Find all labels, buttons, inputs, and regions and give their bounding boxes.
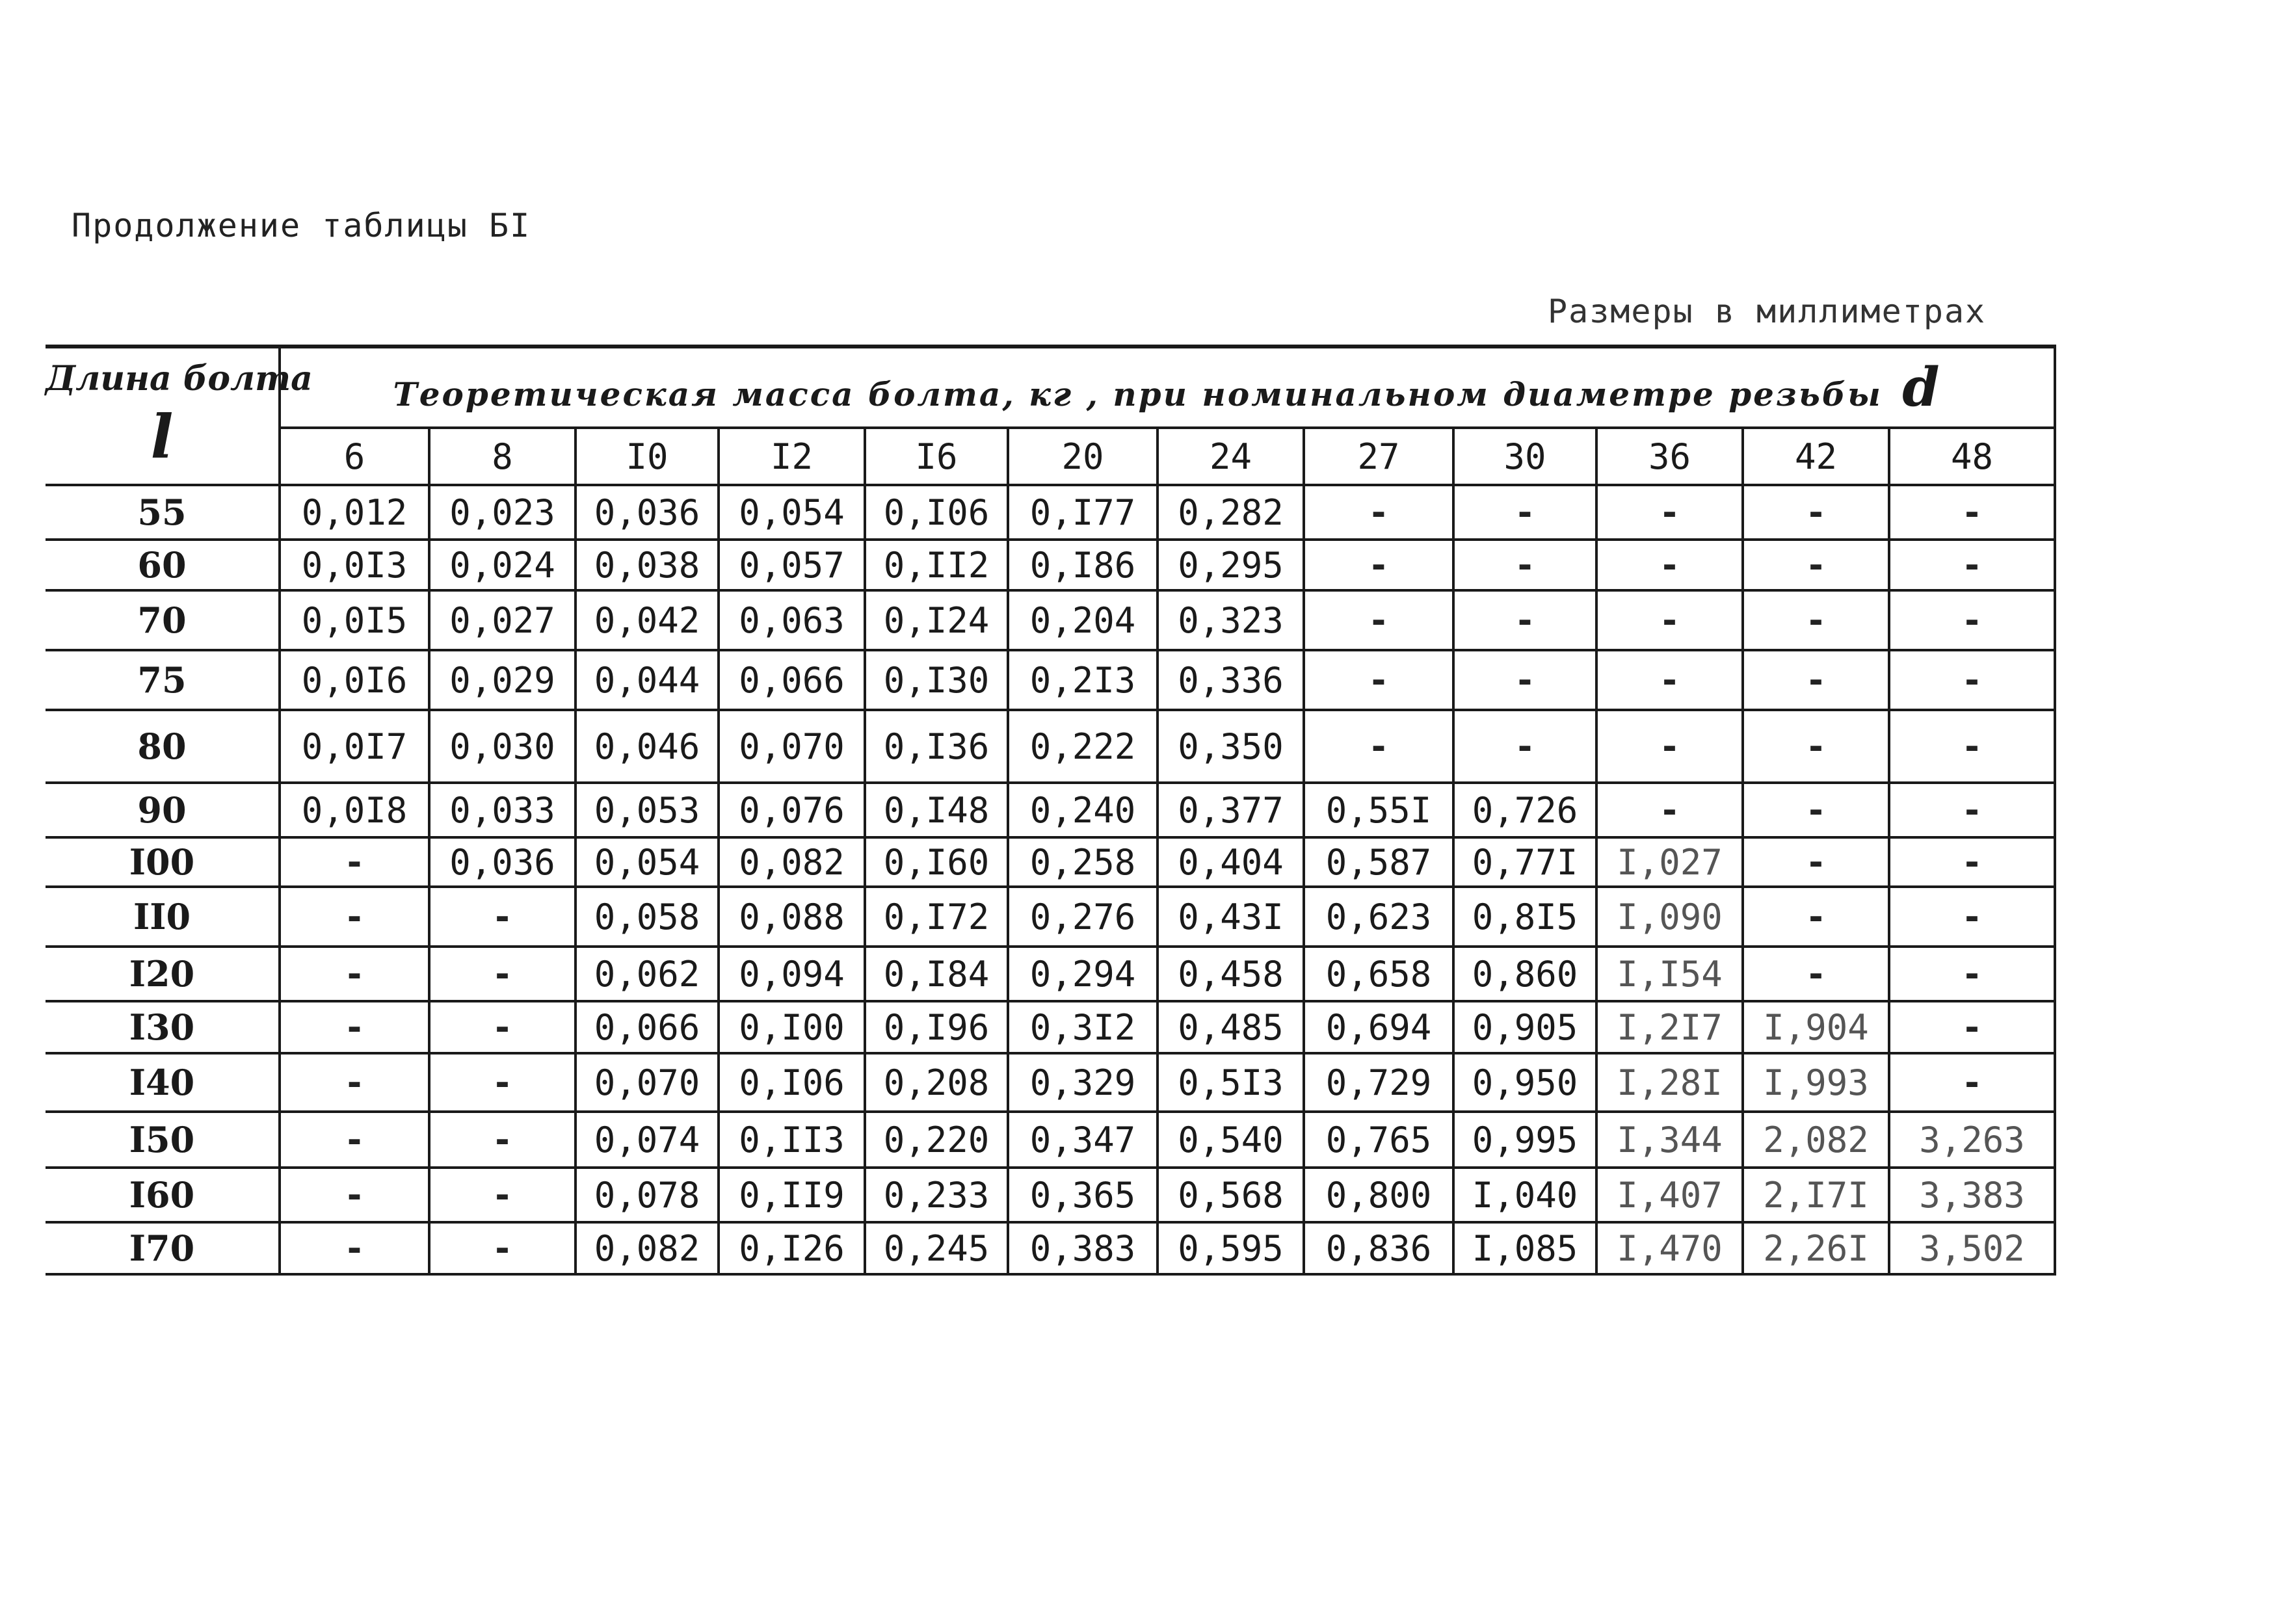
- table-cell: -: [1889, 837, 2055, 887]
- table-cell: 0,694: [1304, 1001, 1453, 1053]
- table-cell: 0,3I2: [1008, 1001, 1158, 1053]
- table-cell: 0,204: [1008, 590, 1158, 650]
- table-cell: 0,0I5: [280, 590, 429, 650]
- table-cell: -: [1596, 485, 1743, 540]
- table-cell: 0,222: [1008, 710, 1158, 783]
- table-cell: 0,245: [865, 1222, 1008, 1274]
- table-cell: 2,082: [1743, 1112, 1889, 1168]
- row-header-length: I20: [46, 947, 280, 1001]
- table-cell: 0,350: [1158, 710, 1304, 783]
- column-header-diameter: 30: [1453, 428, 1596, 485]
- table-cell: 0,I36: [865, 710, 1008, 783]
- table-cell: 0,860: [1453, 947, 1596, 1001]
- table-cell: -: [1889, 1001, 2055, 1053]
- table-cell: 0,77I: [1453, 837, 1596, 887]
- table-cell: 0,383: [1008, 1222, 1158, 1274]
- column-header-diameter: I2: [719, 428, 865, 485]
- header-row-1: [46, 347, 2055, 428]
- row-header-length: II0: [46, 887, 280, 947]
- table-cell: -: [1596, 783, 1743, 837]
- super-header-text: Теоретическая масса болта, кг , при номинальном диаметре резьбы: [393, 375, 1883, 413]
- table-cell: 0,I96: [865, 1001, 1008, 1053]
- table-row: [46, 783, 2055, 837]
- table-cell: 0,336: [1158, 650, 1304, 710]
- table-cell: -: [1743, 590, 1889, 650]
- table-cell: 0,587: [1304, 837, 1453, 887]
- table-cell: 0,347: [1008, 1112, 1158, 1168]
- table-cell: 0,540: [1158, 1112, 1304, 1168]
- column-header-diameter: I6: [865, 428, 1008, 485]
- table-cell: -: [429, 1053, 576, 1112]
- column-header-diameter: 42: [1743, 428, 1889, 485]
- table-cell: 0,082: [719, 837, 865, 887]
- table-cell: -: [1889, 947, 2055, 1001]
- table-cell: I,2I7: [1596, 1001, 1743, 1053]
- table-cell: 0,I84: [865, 947, 1008, 1001]
- table-cell: 0,485: [1158, 1001, 1304, 1053]
- table-row: [46, 947, 2055, 1001]
- table-cell: -: [1743, 540, 1889, 590]
- table-cell: 0,094: [719, 947, 865, 1001]
- table-cell: 0,023: [429, 485, 576, 540]
- table-cell: 0,377: [1158, 783, 1304, 837]
- table-cell: -: [429, 887, 576, 947]
- table-cell: -: [280, 947, 429, 1001]
- table-cell: 0,076: [719, 783, 865, 837]
- table-cell: 0,070: [576, 1053, 719, 1112]
- table-cell: -: [1889, 783, 2055, 837]
- table-cell: 0,295: [1158, 540, 1304, 590]
- table-row: [46, 540, 2055, 590]
- column-header-diameter: 6: [280, 428, 429, 485]
- table-cell: 0,365: [1008, 1168, 1158, 1222]
- table-cell: 0,329: [1008, 1053, 1158, 1112]
- table-cell: 0,282: [1158, 485, 1304, 540]
- table-cell: 0,240: [1008, 783, 1158, 837]
- table-cell: 0,I77: [1008, 485, 1158, 540]
- bolt-mass-table: [46, 345, 2056, 1276]
- table-cell: 0,058: [576, 887, 719, 947]
- table-cell: 0,220: [865, 1112, 1008, 1168]
- table-cell: -: [1304, 590, 1453, 650]
- table-cell: -: [1304, 485, 1453, 540]
- table-cell: -: [1596, 710, 1743, 783]
- table-cell: 0,I26: [719, 1222, 865, 1274]
- table-cell: -: [280, 887, 429, 947]
- table-cell: -: [1889, 710, 2055, 783]
- table-cell: I,090: [1596, 887, 1743, 947]
- table-cell: -: [1889, 590, 2055, 650]
- table-row: [46, 1168, 2055, 1222]
- row-header-length: I50: [46, 1112, 280, 1168]
- table-cell: 0,I06: [865, 485, 1008, 540]
- table-cell: -: [1743, 837, 1889, 887]
- length-symbol: l: [150, 402, 174, 472]
- table-cell: -: [1743, 887, 1889, 947]
- table-cell: 0,II2: [865, 540, 1008, 590]
- column-header-diameter: 48: [1889, 428, 2055, 485]
- table-cell: 0,I06: [719, 1053, 865, 1112]
- table-cell: -: [1453, 590, 1596, 650]
- table-cell: -: [1453, 485, 1596, 540]
- table-cell: -: [280, 1112, 429, 1168]
- table-cell: 0,43I: [1158, 887, 1304, 947]
- table-cell: 0,027: [429, 590, 576, 650]
- table-cell: 0,404: [1158, 837, 1304, 887]
- table-cell: I,027: [1596, 837, 1743, 887]
- diameter-symbol: d: [1902, 356, 1942, 419]
- row-header-length: 60: [46, 540, 280, 590]
- table-cell: 0,323: [1158, 590, 1304, 650]
- table-cell: 0,I72: [865, 887, 1008, 947]
- table-cell: I,904: [1743, 1001, 1889, 1053]
- table-cell: -: [1889, 540, 2055, 590]
- column-header-diameter: 24: [1158, 428, 1304, 485]
- table-row: [46, 1222, 2055, 1274]
- table-cell: -: [1889, 887, 2055, 947]
- row-header-length: I70: [46, 1222, 280, 1274]
- table-cell: 0,057: [719, 540, 865, 590]
- table-cell: 0,0I7: [280, 710, 429, 783]
- table-cell: -: [1743, 650, 1889, 710]
- column-header-diameter: 36: [1596, 428, 1743, 485]
- table-row: [46, 650, 2055, 710]
- table-cell: 0,905: [1453, 1001, 1596, 1053]
- table-cell: 0,258: [1008, 837, 1158, 887]
- table-cell: 3,383: [1889, 1168, 2055, 1222]
- table-cell: -: [1304, 540, 1453, 590]
- table-cell: -: [1743, 485, 1889, 540]
- table-cell: 0,I60: [865, 837, 1008, 887]
- table-cell: 0,036: [429, 837, 576, 887]
- column-header-diameter: 27: [1304, 428, 1453, 485]
- table-cell: 0,658: [1304, 947, 1453, 1001]
- table-cell: 0,054: [576, 837, 719, 887]
- row-header-length: I00: [46, 837, 280, 887]
- table-cell: 0,078: [576, 1168, 719, 1222]
- table-row: [46, 1053, 2055, 1112]
- table-cell: 0,294: [1008, 947, 1158, 1001]
- column-header-diameter: 8: [429, 428, 576, 485]
- table-cell: I,28I: [1596, 1053, 1743, 1112]
- table-cell: I,I54: [1596, 947, 1743, 1001]
- table-cell: -: [429, 1112, 576, 1168]
- corner-label: Длина болта: [46, 359, 313, 399]
- row-header-length: I60: [46, 1168, 280, 1222]
- table-cell: I,993: [1743, 1053, 1889, 1112]
- table-cell: 0,8I5: [1453, 887, 1596, 947]
- table-cell: 0,55I: [1304, 783, 1453, 837]
- table-cell: -: [1889, 650, 2055, 710]
- table-cell: 0,053: [576, 783, 719, 837]
- table-cell: 0,054: [719, 485, 865, 540]
- table-cell: 0,2I3: [1008, 650, 1158, 710]
- table-cell: 0,029: [429, 650, 576, 710]
- table-cell: I,344: [1596, 1112, 1743, 1168]
- header-row-diameters: [46, 428, 2055, 485]
- table-cell: 0,062: [576, 947, 719, 1001]
- table-row: [46, 887, 2055, 947]
- table-cell: 0,046: [576, 710, 719, 783]
- table-cell: -: [1453, 710, 1596, 783]
- table-cell: -: [429, 947, 576, 1001]
- table-cell: -: [1304, 710, 1453, 783]
- table-cell: -: [280, 1053, 429, 1112]
- column-header-diameter: I0: [576, 428, 719, 485]
- table-cell: 0,276: [1008, 887, 1158, 947]
- table-row: [46, 837, 2055, 887]
- table-cell: 0,082: [576, 1222, 719, 1274]
- table-cell: -: [429, 1222, 576, 1274]
- table-cell: -: [1743, 783, 1889, 837]
- table-cell: -: [1743, 710, 1889, 783]
- table-cell: -: [429, 1001, 576, 1053]
- corner-header: [46, 347, 313, 485]
- row-header-length: 90: [46, 783, 280, 837]
- table-cell: 0,066: [719, 650, 865, 710]
- table-row: [46, 485, 2055, 540]
- row-header-length: I30: [46, 1001, 280, 1053]
- table-cell: 0,0I6: [280, 650, 429, 710]
- table-cell: 0,I30: [865, 650, 1008, 710]
- row-header-length: 55: [46, 485, 280, 540]
- table-cell: 0,030: [429, 710, 576, 783]
- table-cell: 0,066: [576, 1001, 719, 1053]
- table-cell: I,470: [1596, 1222, 1743, 1274]
- table-cell: 2,I7I: [1743, 1168, 1889, 1222]
- table-cell: 0,012: [280, 485, 429, 540]
- row-header-length: 80: [46, 710, 280, 783]
- table-cell: 0,I00: [719, 1001, 865, 1053]
- table-cell: 0,070: [719, 710, 865, 783]
- table-cell: 2,26I: [1743, 1222, 1889, 1274]
- table-cell: -: [1743, 947, 1889, 1001]
- table-cell: 0,765: [1304, 1112, 1453, 1168]
- table-cell: 0,836: [1304, 1222, 1453, 1274]
- table-cell: I,040: [1453, 1168, 1596, 1222]
- table-cell: -: [1453, 650, 1596, 710]
- column-header-diameter: 20: [1008, 428, 1158, 485]
- table-cell: 3,263: [1889, 1112, 2055, 1168]
- table-cell: 0,024: [429, 540, 576, 590]
- table-cell: 0,042: [576, 590, 719, 650]
- table-cell: -: [280, 837, 429, 887]
- table-cell: 0,568: [1158, 1168, 1304, 1222]
- table-cell: -: [1596, 650, 1743, 710]
- table-cell: 0,950: [1453, 1053, 1596, 1112]
- table-cell: 0,0I3: [280, 540, 429, 590]
- table-row: [46, 1001, 2055, 1053]
- table-cell: -: [1889, 1053, 2055, 1112]
- table-cell: 0,I86: [1008, 540, 1158, 590]
- units-note: Размеры в миллиметрах: [1548, 293, 1987, 330]
- table-row: [46, 1112, 2055, 1168]
- table-cell: 0,995: [1453, 1112, 1596, 1168]
- table-cell: 0,033: [429, 783, 576, 837]
- table-cell: 0,II9: [719, 1168, 865, 1222]
- table-cell: 3,502: [1889, 1222, 2055, 1274]
- table-cell: 0,5I3: [1158, 1053, 1304, 1112]
- table-cell: 0,726: [1453, 783, 1596, 837]
- table-cell: 0,0I8: [280, 783, 429, 837]
- row-header-length: 70: [46, 590, 280, 650]
- table-cell: 0,233: [865, 1168, 1008, 1222]
- table-cell: I,085: [1453, 1222, 1596, 1274]
- table-cell: 0,I48: [865, 783, 1008, 837]
- table-cell: 0,038: [576, 540, 719, 590]
- table-cell: 0,623: [1304, 887, 1453, 947]
- table-cell: 0,595: [1158, 1222, 1304, 1274]
- table-caption: Продолжение таблицы БI: [72, 207, 531, 244]
- table-cell: 0,800: [1304, 1168, 1453, 1222]
- table-row: [46, 710, 2055, 783]
- table-cell: 0,036: [576, 485, 719, 540]
- table-cell: -: [1596, 540, 1743, 590]
- table-cell: -: [429, 1168, 576, 1222]
- table-cell: -: [1304, 650, 1453, 710]
- table-cell: 0,II3: [719, 1112, 865, 1168]
- table-cell: 0,074: [576, 1112, 719, 1168]
- row-header-length: 75: [46, 650, 280, 710]
- table-cell: I,407: [1596, 1168, 1743, 1222]
- table-cell: -: [280, 1222, 429, 1274]
- table-cell: -: [1889, 485, 2055, 540]
- mass-super-header: [280, 347, 2055, 428]
- row-header-length: I40: [46, 1053, 280, 1112]
- table-row: [46, 590, 2055, 650]
- table-cell: 0,729: [1304, 1053, 1453, 1112]
- table-cell: 0,088: [719, 887, 865, 947]
- table-cell: -: [1596, 590, 1743, 650]
- table-cell: 0,I24: [865, 590, 1008, 650]
- table-cell: 0,044: [576, 650, 719, 710]
- table-cell: -: [1453, 540, 1596, 590]
- table-cell: -: [280, 1168, 429, 1222]
- table-cell: 0,063: [719, 590, 865, 650]
- table-cell: 0,458: [1158, 947, 1304, 1001]
- table-cell: 0,208: [865, 1053, 1008, 1112]
- table-cell: -: [280, 1001, 429, 1053]
